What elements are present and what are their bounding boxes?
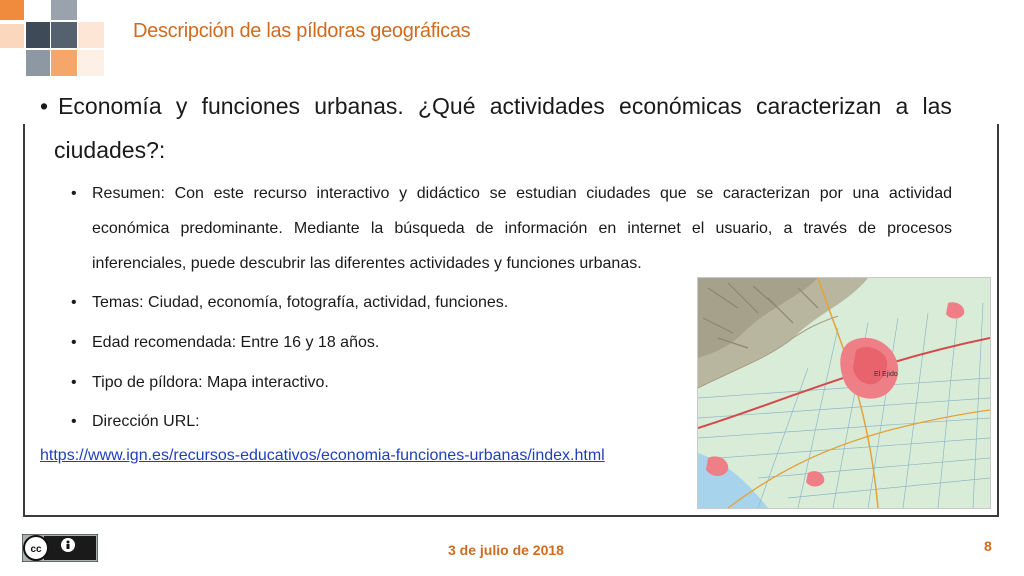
resumen-line: Resumen: Con este recurso interactivo y didáctico se estudian ciudades que se caracterizan por una actividad (92, 185, 952, 202)
bullet-dot-icon: • (71, 334, 77, 351)
deco-square-peach-right (78, 22, 104, 48)
topographic-map-image (697, 277, 991, 509)
temas-text: Temas: Ciudad, economía, fotografía, actividad, funciones. (92, 294, 509, 311)
main-bullet-line-2: ciudades?: (54, 137, 166, 163)
resumen-line: inferenciales, puede descubrir las diferentes actividades y funciones urbanas. (92, 255, 642, 272)
deco-square-faint (78, 50, 104, 76)
slide-title: Descripción de las píldoras geográficas (133, 20, 471, 42)
page-number: 8 (984, 538, 992, 554)
main-bullet-line-1 (40, 84, 952, 128)
bullet-dot-icon: • (71, 413, 77, 430)
bullet-dot-icon: • (71, 185, 77, 202)
main-bullet-word: las (922, 93, 952, 119)
main-bullet-word: a (895, 93, 909, 119)
main-bullet-word: económicas (619, 93, 742, 119)
bullet-dot-icon: • (71, 374, 77, 391)
edad-text: Edad recomendada: Entre 16 y 18 años. (92, 334, 380, 351)
main-bullet (40, 84, 952, 172)
main-bullet-word: urbanas. (314, 93, 404, 119)
svg-text:cc: cc (30, 544, 42, 555)
tipo-text: Tipo de píldora: Mapa interactivo. (92, 374, 329, 391)
resumen-line: económica predominante. Mediante la búsqueda de información en internet el usuario, a través de procesos (92, 220, 952, 237)
cc-by-license-icon[interactable] (22, 534, 98, 562)
deco-square-gray-top (51, 0, 77, 20)
map-town-label: El Ejido (874, 371, 898, 378)
deco-square-gray-bottom (26, 50, 50, 76)
main-bullet-word: y (175, 93, 188, 119)
direccion-text: Dirección URL: (92, 413, 200, 430)
map-svg (698, 278, 990, 508)
deco-square-peach-left (0, 24, 24, 48)
main-bullet-word: caracterizan (755, 93, 882, 119)
main-bullet-word: • Economía (40, 93, 162, 119)
main-bullet-word: ¿Qué (417, 93, 476, 119)
deco-square-dark-1 (26, 22, 50, 48)
main-bullet-word: actividades (489, 93, 605, 119)
deco-square-dark-2 (51, 22, 77, 48)
bullet-dot-icon: • (40, 93, 49, 119)
bullet-dot-icon: • (71, 294, 77, 311)
deco-square-orange-bottom (51, 50, 77, 76)
deco-square-orange-small (0, 0, 24, 20)
resource-url-link[interactable]: https://www.ign.es/recursos-educativos/economia-funciones-urbanas/index.html (40, 447, 605, 464)
footer-date: 3 de julio de 2018 (448, 542, 564, 558)
main-bullet-word: funciones (201, 93, 301, 119)
